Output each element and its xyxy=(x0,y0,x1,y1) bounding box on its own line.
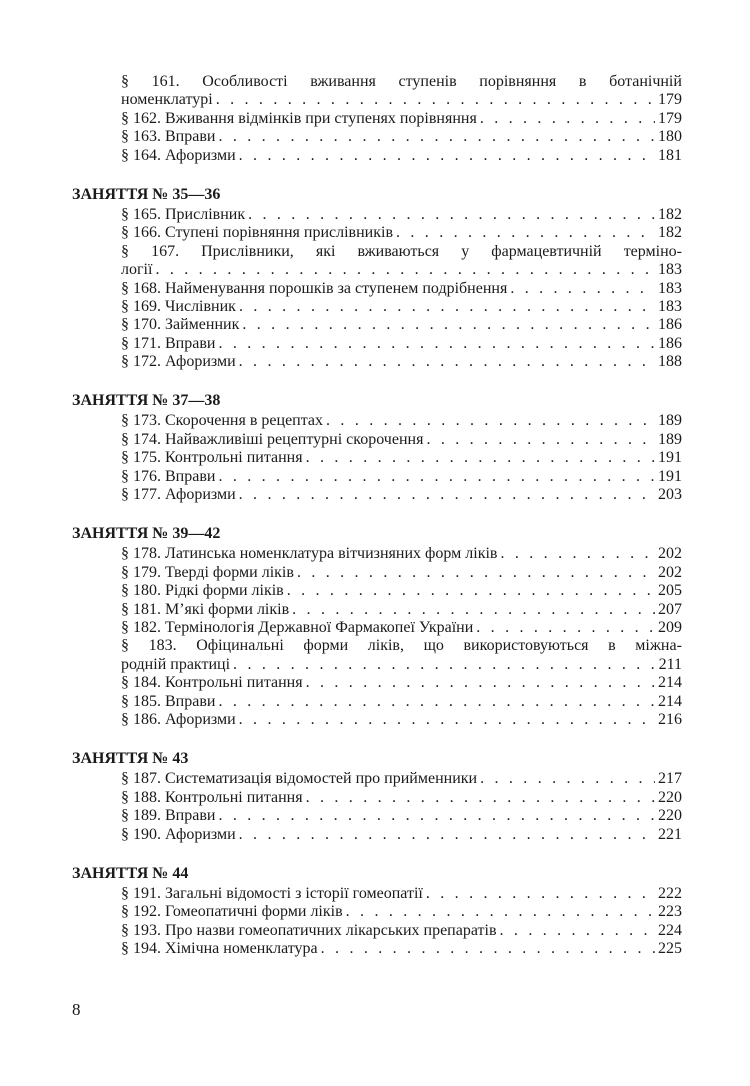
dot-leader xyxy=(426,431,655,449)
justified-word: § xyxy=(121,242,129,260)
toc-entry-page-number: 182 xyxy=(658,224,682,242)
toc-entry-line xyxy=(121,468,682,486)
dot-leader xyxy=(242,316,655,334)
toc-entry-page-number: 207 xyxy=(658,600,682,618)
justified-word: які xyxy=(315,242,336,260)
toc-entry-line xyxy=(121,545,682,563)
justified-word: 183. xyxy=(148,637,177,655)
toc-entry-title: § 163. Вправи xyxy=(121,128,216,146)
toc-entry[interactable] xyxy=(121,637,682,674)
dot-leader xyxy=(326,412,655,430)
toc-entry-page-number: 186 xyxy=(658,334,682,352)
justified-word: ботанічній xyxy=(609,73,682,90)
toc-entry-line xyxy=(121,335,682,353)
toc-entry[interactable] xyxy=(121,826,682,844)
toc-entry-page-number: 211 xyxy=(658,655,682,673)
toc-entry[interactable] xyxy=(121,922,682,940)
toc-entry-line xyxy=(121,486,682,504)
toc-entry-title: § 186. Афоризми xyxy=(121,710,236,728)
dot-leader xyxy=(155,261,655,279)
toc-entry-page-number: 221 xyxy=(658,825,682,843)
justified-word: у xyxy=(461,242,470,260)
justified-word: вживання xyxy=(310,73,376,90)
page-number: 8 xyxy=(72,1000,81,1019)
toc-entry-page-number: 191 xyxy=(658,449,682,467)
toc-entry-line xyxy=(121,243,682,261)
toc-entry[interactable] xyxy=(121,224,682,242)
dot-leader xyxy=(218,807,655,825)
dot-leader xyxy=(500,545,655,563)
toc-entry-page-number: 179 xyxy=(658,109,682,127)
toc-entry[interactable] xyxy=(121,353,682,371)
dot-leader xyxy=(321,940,655,958)
toc-entry[interactable] xyxy=(121,903,682,921)
dot-leader xyxy=(292,601,655,619)
toc-entry-line xyxy=(121,582,682,600)
toc-entry-title: § 170. Займенник xyxy=(121,316,240,334)
toc-entry-title: родній практиці xyxy=(121,655,231,673)
toc-entry-page-number: 222 xyxy=(658,884,682,902)
toc-entry[interactable] xyxy=(121,693,682,711)
justified-word: 167. xyxy=(151,242,180,260)
toc-entry-page-number: 183 xyxy=(658,297,682,315)
toc-entry[interactable] xyxy=(121,601,682,619)
toc-entry[interactable] xyxy=(121,280,682,298)
toc-entry-page-number: 203 xyxy=(658,486,682,504)
toc-entry-line xyxy=(121,789,682,807)
dot-leader xyxy=(239,298,655,316)
toc-entry[interactable] xyxy=(121,449,682,467)
toc-entry[interactable] xyxy=(121,711,682,729)
toc-entry[interactable] xyxy=(121,206,682,224)
toc-entry-page-number: 202 xyxy=(658,545,682,563)
toc-entry-line xyxy=(121,674,682,692)
toc-entry-page-number: 189 xyxy=(658,412,682,430)
dot-leader xyxy=(346,903,655,921)
justified-word: § xyxy=(121,637,129,655)
toc-entry-title: § 171. Вправи xyxy=(121,334,216,352)
toc-entry[interactable] xyxy=(121,770,682,788)
toc-entry-line xyxy=(121,431,682,449)
dot-leader xyxy=(297,564,655,582)
toc-entry-title: § 179. Тверді форми ліків xyxy=(121,563,294,581)
toc-entry-line xyxy=(121,693,682,711)
toc-entry-title: § 166. Ступені порівняння прислівників xyxy=(121,224,393,242)
dot-leader xyxy=(306,449,655,467)
toc-entry[interactable] xyxy=(121,316,682,334)
dot-leader xyxy=(239,147,655,165)
toc-entry-page-number: 202 xyxy=(658,563,682,581)
toc-entry-line xyxy=(121,637,682,655)
justified-word: Прислівники, xyxy=(201,242,294,260)
section-gap xyxy=(72,371,682,392)
toc-entry-line xyxy=(121,224,682,242)
toc-entry[interactable] xyxy=(121,335,682,353)
toc-entry[interactable] xyxy=(121,412,682,430)
toc-entry-page-number: 180 xyxy=(658,128,682,146)
toc-section xyxy=(72,750,682,844)
justified-word: 161. xyxy=(151,73,180,90)
toc-entry-title: § 192. Гомеопатичні форми ліків xyxy=(121,903,343,921)
toc-entry-title: § 168. Найменування порошків за ступенем подрібнення xyxy=(121,279,508,297)
dot-leader xyxy=(476,619,655,637)
toc-entry[interactable] xyxy=(121,468,682,486)
toc-entry-line xyxy=(121,711,682,729)
dot-leader xyxy=(306,789,655,807)
toc-entry-title: § 182. Термінологія Державної Фармакопеї України xyxy=(121,618,474,636)
section-heading: ЗАНЯТТЯ № 39—42 xyxy=(72,525,221,543)
toc-entry-line xyxy=(121,903,682,921)
toc-entry-title: § 164. Афоризми xyxy=(121,146,236,164)
toc-entry-title: § 176. Вправи xyxy=(121,467,216,485)
toc-entry[interactable] xyxy=(121,674,682,692)
toc-entry-line xyxy=(121,656,682,674)
toc-entry-page-number: 179 xyxy=(658,91,682,109)
toc-entry[interactable] xyxy=(121,582,682,600)
toc-entry-page-number: 216 xyxy=(658,710,682,728)
justified-word: форми xyxy=(303,637,349,655)
justified-word: терміно- xyxy=(623,242,682,260)
toc-entry-page-number: 183 xyxy=(658,261,682,279)
dot-leader xyxy=(248,206,655,224)
justified-word: ліків, xyxy=(367,637,404,655)
toc-entry-line xyxy=(121,601,682,619)
justified-word: Особливості xyxy=(202,73,288,90)
toc-entry[interactable] xyxy=(121,619,682,637)
toc-entry[interactable] xyxy=(121,431,682,449)
toc-entry-line xyxy=(121,128,682,146)
toc-entry-title: § 173. Скорочення в рецептах xyxy=(121,412,324,430)
dot-leader xyxy=(216,91,655,109)
toc-entry[interactable] xyxy=(121,789,682,807)
toc-entry-page-number: 220 xyxy=(658,788,682,806)
toc-entry-page-number: 188 xyxy=(658,353,682,371)
dot-leader xyxy=(239,486,655,504)
justified-word: що xyxy=(423,637,444,655)
dot-leader xyxy=(480,770,655,788)
toc-entry-line xyxy=(121,147,682,165)
dot-leader xyxy=(218,335,655,353)
toc-entry-page-number: 214 xyxy=(658,674,682,692)
table-of-contents xyxy=(72,73,682,958)
toc-entry-line xyxy=(121,353,682,371)
toc-entry-title: § 191. Загальні відомості з історії гомеопатії xyxy=(121,884,423,902)
section-heading: ЗАНЯТТЯ № 35—36 xyxy=(72,185,221,203)
toc-entry[interactable] xyxy=(121,298,682,316)
section-heading: ЗАНЯТТЯ № 43 xyxy=(72,750,189,768)
toc-entry-line xyxy=(121,922,682,940)
toc-entry[interactable] xyxy=(121,110,682,128)
dot-leader xyxy=(218,468,655,486)
toc-entry-line xyxy=(121,206,682,224)
toc-entry-line xyxy=(121,91,682,109)
toc-section xyxy=(72,865,682,959)
toc-section xyxy=(72,186,682,372)
dot-leader xyxy=(218,128,655,146)
dot-leader xyxy=(239,711,655,729)
section-gap xyxy=(72,844,682,865)
justified-word: порівняння xyxy=(479,73,557,90)
toc-entry-title: § 175. Контрольні питання xyxy=(121,449,303,467)
toc-section xyxy=(72,525,682,729)
justified-word: в xyxy=(578,73,587,90)
toc-section xyxy=(72,392,682,504)
toc-entry-page-number: 181 xyxy=(658,146,682,164)
toc-entry-line xyxy=(121,619,682,637)
toc-entry-title: § 178. Латинська номенклатура вітчизняних форм ліків xyxy=(121,545,498,563)
toc-entry-page-number: 205 xyxy=(658,582,682,600)
justified-word: ступенів xyxy=(398,73,457,90)
toc-entry-title: логії xyxy=(121,261,153,279)
toc-entry-title: § 187. Систематизація відомостей про прийменники xyxy=(121,770,478,788)
toc-entry-title: § 189. Вправи xyxy=(121,807,216,825)
dot-leader xyxy=(396,224,655,242)
toc-entry[interactable] xyxy=(121,147,682,165)
toc-entry-page-number: 217 xyxy=(658,770,682,788)
toc-entry[interactable] xyxy=(121,128,682,146)
justified-word: вживаються xyxy=(357,242,440,260)
dot-leader xyxy=(480,110,655,128)
justified-word: міжна- xyxy=(635,637,682,655)
justified-word: § xyxy=(121,73,129,90)
toc-entry-title: § 181. М’які форми ліків xyxy=(121,600,290,618)
dot-leader xyxy=(287,582,655,600)
toc-entry[interactable] xyxy=(121,807,682,825)
toc-entry-title: § 184. Контрольні питання xyxy=(121,674,303,692)
toc-entry-title: § 190. Афоризми xyxy=(121,825,236,843)
section-heading: ЗАНЯТТЯ № 37—38 xyxy=(72,392,221,410)
toc-entry-line xyxy=(121,449,682,467)
dot-leader xyxy=(218,693,655,711)
justified-word: Офіцинальні xyxy=(196,637,284,655)
toc-entry-title: § 194. Хімічна номенклатура xyxy=(121,940,318,958)
toc-entry-title: номенклатурі xyxy=(121,91,213,109)
justified-word: фармацевтичній xyxy=(491,242,602,260)
toc-entry-line xyxy=(121,261,682,279)
toc-entry-line xyxy=(121,316,682,334)
toc-entry-line xyxy=(121,110,682,128)
toc-entry-line xyxy=(121,412,682,430)
dot-leader xyxy=(239,826,655,844)
toc-entry-line xyxy=(121,280,682,298)
toc-entry-title: § 162. Вживання відмінків при ступенях порівняння xyxy=(121,109,477,127)
toc-entry-line xyxy=(121,940,682,958)
section-gap xyxy=(72,165,682,186)
dot-leader xyxy=(306,674,655,692)
toc-entry-line xyxy=(121,826,682,844)
toc-entry-line xyxy=(121,298,682,316)
dot-leader xyxy=(500,922,655,940)
section-heading: ЗАНЯТТЯ № 44 xyxy=(72,864,189,882)
section-gap xyxy=(72,729,682,750)
toc-entry-title: § 165. Прислівник xyxy=(121,205,246,223)
toc-entry-page-number: 220 xyxy=(658,807,682,825)
toc-entry[interactable] xyxy=(121,486,682,504)
dot-leader xyxy=(239,353,655,371)
justified-word: використовуються xyxy=(463,637,589,655)
toc-entry-title: § 177. Афоризми xyxy=(121,486,236,504)
toc-entry-line xyxy=(121,564,682,582)
toc-entry-title: § 188. Контрольні питання xyxy=(121,788,303,806)
toc-section xyxy=(72,73,682,165)
toc-entry-line xyxy=(121,885,682,903)
toc-entry-title: § 174. Найважливіші рецептурні скорочення xyxy=(121,430,424,448)
toc-entry-line xyxy=(121,770,682,788)
toc-entry-line xyxy=(121,73,682,91)
dot-leader xyxy=(233,656,656,674)
toc-entry-page-number: 183 xyxy=(658,279,682,297)
dot-leader xyxy=(426,885,655,903)
toc-entry-title: § 185. Вправи xyxy=(121,692,216,710)
toc-entry-page-number: 182 xyxy=(658,205,682,223)
toc-entry-page-number: 223 xyxy=(658,903,682,921)
toc-entry-page-number: 191 xyxy=(658,467,682,485)
toc-entry[interactable] xyxy=(121,940,682,958)
toc-entry[interactable] xyxy=(121,564,682,582)
toc-entry-title: § 172. Афоризми xyxy=(121,353,236,371)
dot-leader xyxy=(510,280,655,298)
toc-entry-page-number: 186 xyxy=(658,316,682,334)
toc-entry-line xyxy=(121,807,682,825)
section-gap xyxy=(72,504,682,525)
toc-entry-title: § 180. Рідкі форми ліків xyxy=(121,582,284,600)
toc-entry[interactable] xyxy=(121,545,682,563)
toc-entry-title: § 193. Про назви гомеопатичних лікарських препаратів xyxy=(121,921,497,939)
toc-entry[interactable] xyxy=(121,243,682,280)
toc-entry-page-number: 225 xyxy=(658,940,682,958)
toc-entry-page-number: 224 xyxy=(658,921,682,939)
toc-entry-page-number: 189 xyxy=(658,430,682,448)
toc-entry[interactable] xyxy=(121,885,682,903)
toc-entry-page-number: 209 xyxy=(658,618,682,636)
toc-entry-page-number: 214 xyxy=(658,692,682,710)
toc-entry[interactable] xyxy=(121,73,682,110)
justified-word: в xyxy=(608,637,616,655)
toc-entry-title: § 169. Числівник xyxy=(121,297,236,315)
